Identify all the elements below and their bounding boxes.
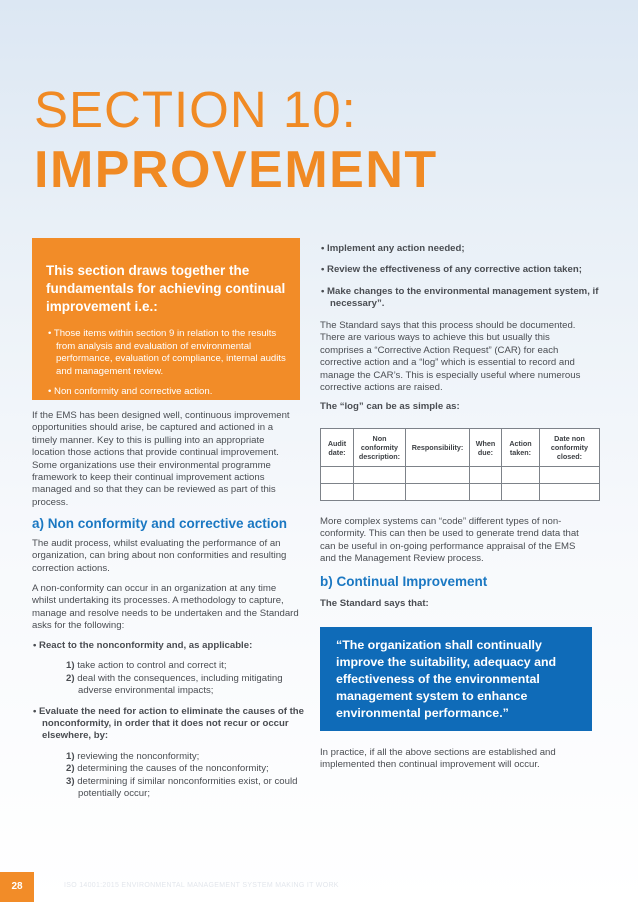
table-header-cell: When due: (470, 429, 502, 467)
list-item: 3) determining if similar nonconformities exist, or could potentially occur; (66, 775, 298, 800)
list-item: • Make changes to the environmental management system, if necessary”. (321, 285, 599, 310)
table-row (321, 484, 600, 501)
table-cell (321, 484, 354, 501)
standard-says-text: The Standard says that: (320, 598, 429, 609)
paragraph: The audit process, whilst evaluating the performance of an organization, can bring about non conformities and resulting correction actions. (32, 538, 287, 574)
running-footer-title: ISO 14001:2015 ENVIRONMENTAL MANAGEMENT SYSTEM MAKING IT WORK (64, 882, 339, 889)
list-item: • Implement any action needed; (321, 243, 465, 254)
intro-heading: This section draws together the fundamentals for achieving continual improvement i.e.: (46, 263, 286, 314)
table-header-cell: Audit date: (321, 429, 354, 467)
list-item: 2) deal with the consequences, including mitigating adverse environmental impacts; (66, 672, 283, 697)
list-item: • Review the effectiveness of any corrective action taken; (321, 264, 582, 276)
table-cell (406, 484, 470, 501)
table-cell (354, 467, 406, 484)
requirements-list (32, 640, 304, 800)
intro-bullet-list (46, 328, 286, 399)
table-cell (502, 484, 540, 501)
page-number: 28 (0, 872, 34, 902)
subheading-nonconformity: a) Non conformity and corrective action (32, 516, 288, 531)
paragraph: More complex systems can “code” different types of non-conformity. This can then be used to generate trend data that can be useful in on-going performance appraisal of the EMS and the Management Review process. (320, 516, 579, 565)
table-header-cell: Action taken: (502, 429, 540, 467)
action-bullet-list (320, 243, 602, 311)
list-item: • Evaluate the need for action to eliminate the causes of the nonconformity, in order that it does not recur or occur elsewhere, by: (33, 705, 304, 742)
log-lead-text: The “log” can be as simple as: (320, 401, 460, 412)
table-row (321, 467, 600, 484)
list-item: • Non conformity and corrective action. (48, 386, 213, 397)
list-item: 1) take action to control and correct it; (66, 660, 227, 672)
table-header-cell: Responsibility: (406, 429, 470, 467)
list-item: • Those items within section 9 in relation to the results from analysis and evaluation of environmental performance, evaluation of compliance, internal audits and management review. (48, 328, 286, 377)
paragraph: A non-conformity can occur in an organization at any time whilst undertaking its processes. A methodology to capture, manage and resolve needs to be undertaken and the Standard asks for the following: (32, 583, 299, 632)
quote-text: “The organization shall continually improve the suitability, adequacy and effectiveness of the environmental management system to enhance environmental performance.” (336, 638, 557, 720)
list-item: 1) reviewing the nonconformity; (66, 750, 200, 762)
section-label: SECTION 10: (34, 81, 357, 138)
list-item: • React to the nonconformity and, as applicable: (33, 640, 253, 651)
table-cell (321, 467, 354, 484)
table-header-row (321, 429, 600, 467)
standard-quote-box (320, 627, 592, 731)
table-header-cell: Date non conformity closed: (540, 429, 600, 467)
list-item: 2) determining the causes of the nonconformity; (66, 763, 269, 775)
table-cell (406, 467, 470, 484)
table-cell (354, 484, 406, 501)
subheading-continual-improvement: b) Continual Improvement (320, 574, 488, 589)
intro-paragraph: If the EMS has been designed well, continuous improvement opportunities should arise, be captured and actioned in a timely manner. Key to this is pulling into an appropriate location those actions that provide continual improvement. Some organizations use their environmental programme framework to keep their continual improvement actions managed and so that they can be reviewed as part of this process. (32, 410, 290, 508)
intro-callout-box (32, 238, 300, 400)
table-header-cell: Non conformity description: (354, 429, 406, 467)
car-log-table (320, 428, 600, 501)
table-cell (470, 484, 502, 501)
table-cell (540, 467, 600, 484)
paragraph: The Standard says that this process should be documented. There are various ways to achieve this but usually this comprises a “Corrective Action Request” (CAR) for each corrective action and a “log” which is essential to record and manage the CAR’s. This is especially useful where numerous corrective actions are raised. (320, 320, 581, 394)
page-title: IMPROVEMENT (34, 141, 438, 199)
table-cell (540, 484, 600, 501)
table-cell (502, 467, 540, 484)
closing-paragraph: In practice, if all the above sections are established and implemented then continual improvement will occur. (320, 747, 556, 771)
table-cell (470, 467, 502, 484)
